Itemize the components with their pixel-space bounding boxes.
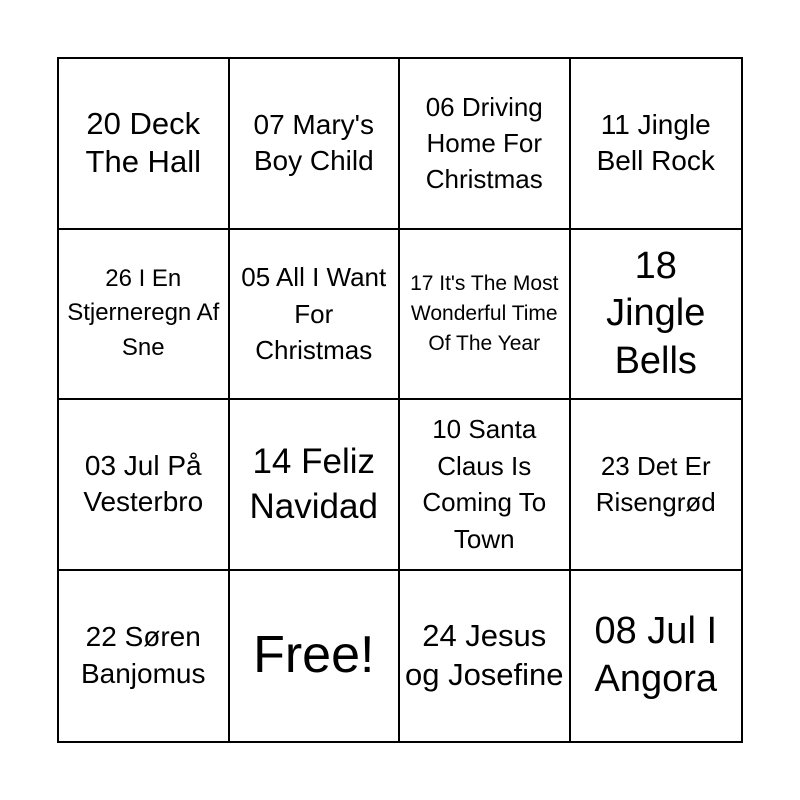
bingo-cell[interactable] bbox=[571, 59, 742, 230]
bingo-cell[interactable] bbox=[400, 59, 571, 230]
bingo-cell-label: 18 Jingle Bells bbox=[606, 244, 706, 382]
bingo-free-cell[interactable] bbox=[230, 571, 401, 742]
bingo-cell-label: 11 Jingle Bell Rock bbox=[596, 108, 715, 177]
bingo-cell[interactable] bbox=[59, 59, 230, 230]
bingo-cell[interactable] bbox=[59, 400, 230, 571]
bingo-cell[interactable] bbox=[230, 59, 401, 230]
bingo-cell[interactable] bbox=[400, 400, 571, 571]
bingo-cell-label: 10 Santa Claus Is Coming To Town bbox=[422, 414, 547, 554]
bingo-cell-label: 05 All I Want For Christmas bbox=[241, 262, 387, 365]
bingo-cell[interactable] bbox=[571, 571, 742, 742]
bingo-cell[interactable] bbox=[400, 571, 571, 742]
bingo-cell-label: 22 Søren Banjomus bbox=[80, 621, 206, 689]
bingo-cell-label: 20 Deck The Hall bbox=[85, 105, 201, 180]
bingo-cell[interactable] bbox=[571, 230, 742, 401]
bingo-cell[interactable] bbox=[230, 230, 401, 401]
bingo-cell-label: 06 Driving Home For Christmas bbox=[425, 91, 543, 195]
bingo-cell[interactable] bbox=[400, 230, 571, 401]
bingo-cell-label: 14 Feliz Navidad bbox=[249, 441, 378, 527]
bingo-cell[interactable] bbox=[571, 400, 742, 571]
bingo-cell-label: 17 It's The Most Wonderful Time Of The Year bbox=[410, 272, 559, 355]
bingo-board bbox=[57, 57, 743, 743]
bingo-cell-label: 08 Jul I Angora bbox=[594, 610, 718, 700]
bingo-cell[interactable] bbox=[59, 571, 230, 742]
bingo-cell-label: 24 Jesus og Josefine bbox=[404, 618, 564, 692]
bingo-cell-label: Free! bbox=[253, 626, 375, 685]
bingo-cell-label: 07 Mary's Boy Child bbox=[253, 108, 374, 177]
bingo-cell[interactable] bbox=[230, 400, 401, 571]
bingo-cell-label: 03 Jul På Vesterbro bbox=[83, 449, 204, 518]
bingo-cell-label: 23 Det Er Risengrød bbox=[595, 450, 716, 518]
bingo-cell-label: 26 I En Stjerneregn Af Sne bbox=[67, 264, 220, 362]
bingo-cell[interactable] bbox=[59, 230, 230, 401]
